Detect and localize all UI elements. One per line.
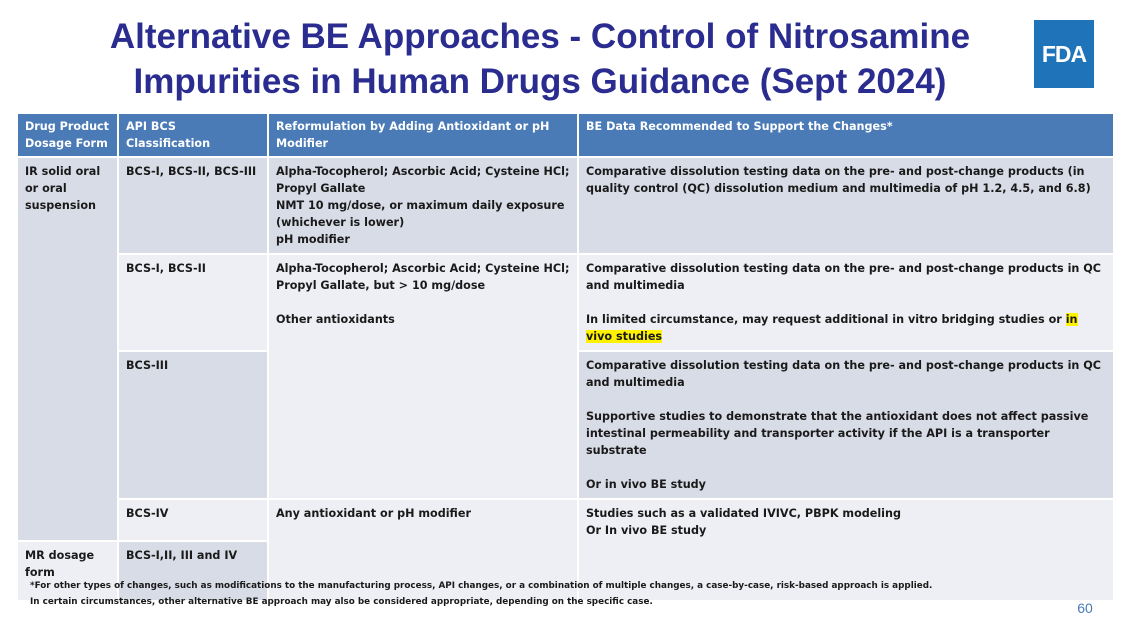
table-row [18, 157, 1114, 254]
cell-bcs: BCS-IV [118, 499, 268, 541]
be-text: Supportive studies to demonstrate that the antioxidant does not affect passive intestinal permeability and transporter activity if the API is a transporter substrate [586, 410, 1089, 457]
reform-line: NMT 10 mg/dose, or maximum daily exposure (whichever is lower) [276, 199, 565, 229]
reform-text: Other antioxidants [276, 313, 395, 326]
table-header-row [18, 114, 1114, 157]
cell-be-data: Comparative dissolution testing data on the pre- and post-change products (in quality control (QC) dissolution medium and multimedia of pH 1.2, 4.5, and 6.8) [578, 157, 1114, 254]
header-dosage-form: Drug Product Dosage Form [18, 114, 118, 157]
header-reformulation: Reformulation by Adding Antioxidant or pH Modifier [268, 114, 578, 157]
reform-line: Propyl Gallate [276, 182, 366, 195]
be-text: Comparative dissolution testing data on the pre- and post-change products in QC and multimedia [586, 359, 1101, 389]
be-approaches-table [18, 114, 1115, 602]
slide-title-line-2: Impurities in Human Drugs Guidance (Sept 2024) [133, 62, 947, 101]
cell-be-data [578, 351, 1114, 499]
cell-bcs: BCS-I,II, III and IV [118, 541, 268, 601]
cell-reformulation [268, 254, 578, 499]
be-text: Comparative dissolution testing data on the pre- and post-change products in QC and multimedia [586, 262, 1101, 292]
reform-line: Alpha-Tocopherol; Ascorbic Acid; Cysteine HCl; [276, 165, 570, 178]
be-text: Studies such as a validated IVIVC, PBPK modeling [586, 507, 901, 520]
table-row [18, 254, 1114, 351]
be-text [586, 311, 1106, 345]
cell-dosage-form-ir: IR solid oral or oral suspension [18, 157, 118, 541]
be-text-part: In limited circumstance, may request additional in vitro bridging studies or [586, 313, 1066, 326]
highlighted-text: in vivo studies [586, 313, 1078, 343]
cell-bcs: BCS-I, BCS-II, BCS-III [118, 157, 268, 254]
cell-dosage-form-mr: MR dosage form [18, 541, 118, 601]
cell-reformulation [268, 157, 578, 254]
cell-bcs: BCS-I, BCS-II [118, 254, 268, 351]
reform-text: Alpha-Tocopherol; Ascorbic Acid; Cysteine HCl; Propyl Gallate, but > 10 mg/dose [276, 262, 570, 292]
reform-line: pH modifier [276, 233, 350, 246]
slide-title-line-1: Alternative BE Approaches - Control of Nitrosamine [109, 17, 971, 56]
cell-bcs: BCS-III [118, 351, 268, 499]
cell-be-data [578, 254, 1114, 351]
table-row [18, 499, 1114, 541]
footnote-line-2: In certain circumstances, other alternative BE approach may also be considered appropriate, depending on the specific case. [30, 597, 653, 607]
cell-reformulation: Any antioxidant or pH modifier [268, 499, 578, 601]
slide-title [40, 14, 1040, 104]
footnote-line-1: *For other types of changes, such as modifications to the manufacturing process, API changes, or a combination of multiple changes, a case-by-case, risk-based approach is applied. [30, 581, 933, 591]
header-api-bcs: API BCS Classification [118, 114, 268, 157]
footnote [30, 578, 1030, 610]
be-text: Or In vivo BE study [586, 524, 707, 537]
be-text: Or in vivo BE study [586, 478, 706, 491]
page-number: 60 [1077, 600, 1093, 616]
header-be-data: BE Data Recommended to Support the Changes* [578, 114, 1114, 157]
fda-logo: FDA [1034, 20, 1094, 88]
